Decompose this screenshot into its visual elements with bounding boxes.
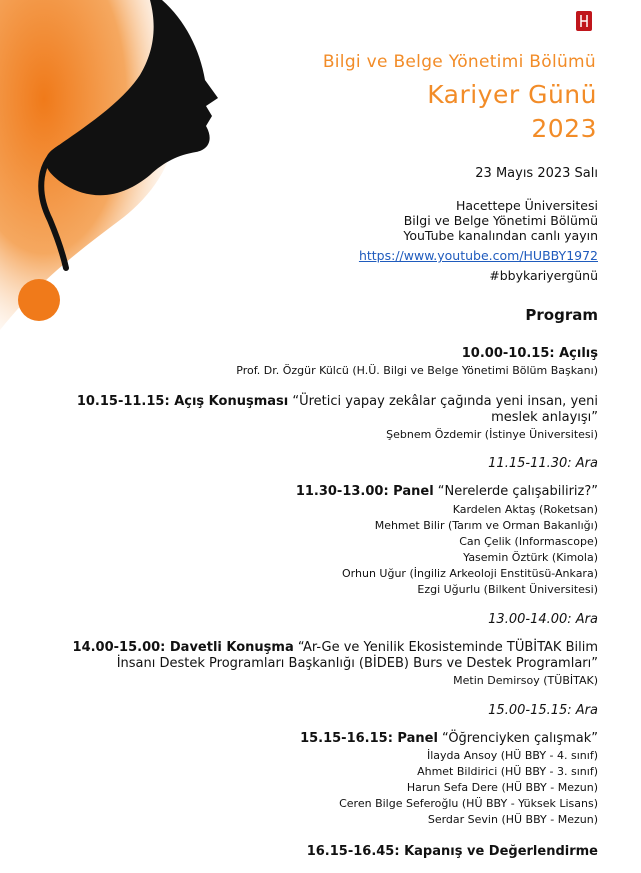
session-invited-title: 14.00-15.00: Davetli Konuşma “Ar-Ge ve Yenilik Ekosisteminde TÜBİTAK Bilim xyxy=(72,640,598,655)
university-name: Hacettepe Üniversitesi xyxy=(455,198,598,213)
session-opening-title: 10.00-10.15: Açılış xyxy=(461,346,598,361)
panel1-speaker: Ezgi Uğurlu (Bilkent Üniversitesi) xyxy=(417,583,598,596)
silhouette-illustration xyxy=(0,0,260,340)
break-2: 13.00-14.00: Ara xyxy=(488,612,598,627)
department-name: Bilgi ve Belge Yönetimi Bölümü xyxy=(403,213,598,228)
session-invited-speaker: Metin Demirsoy (TÜBİTAK) xyxy=(453,674,598,687)
event-year: 2023 xyxy=(531,114,597,143)
session-invited-title-line2: İnsanı Destek Programları Başkanlığı (BİDEB) Burs ve Destek Programları” xyxy=(116,656,598,671)
session-keynote-title: 10.15-11.15: Açış Konuşması “Üretici yapay zekâlar çağında yeni insan, yeni xyxy=(76,394,598,409)
event-date: 23 Mayıs 2023 Salı xyxy=(475,166,598,181)
panel2-speaker: Serdar Sevin (HÜ BBY - Mezun) xyxy=(427,813,598,826)
university-logo xyxy=(576,11,592,31)
panel1-speaker: Yasemin Öztürk (Kimola) xyxy=(463,551,598,564)
panel2-speaker: Harun Sefa Dere (HÜ BBY - Mezun) xyxy=(406,781,598,794)
panel1-speaker: Orhun Uğur (İngiliz Arkeoloji Enstitüsü-Ankara) xyxy=(342,567,598,580)
youtube-link[interactable]: https://www.youtube.com/HUBBY1972 xyxy=(358,248,598,263)
session-keynote-speaker: Şebnem Özdemir (İstinye Üniversitesi) xyxy=(386,428,598,441)
session-closing-title: 16.15-16.45: Kapanış ve Değerlendirme xyxy=(306,844,598,859)
hashtag: #bbykariyergünü xyxy=(489,268,598,283)
panel2-speaker: İlayda Ansoy (HÜ BBY - 4. sınıf) xyxy=(427,749,598,762)
department-heading: Bilgi ve Belge Yönetimi Bölümü xyxy=(322,52,596,72)
session-panel2-title: 15.15-16.15: Panel “Öğrenciyken çalışmak” xyxy=(300,731,598,746)
break-3: 15.00-15.15: Ara xyxy=(488,703,598,718)
program-heading: Program xyxy=(525,306,598,324)
stream-info: YouTube kanalından canlı yayın xyxy=(403,228,598,243)
panel1-speaker: Kardelen Aktaş (Roketsan) xyxy=(452,503,598,516)
panel2-speaker: Ceren Bilge Seferoğlu (HÜ BBY - Yüksek Lisans) xyxy=(339,797,598,810)
break-1: 11.15-11.30: Ara xyxy=(488,456,598,471)
session-panel1-title: 11.30-13.00: Panel “Nerelerde çalışabiliriz?” xyxy=(295,484,598,499)
panel1-speaker: Can Çelik (Informascope) xyxy=(459,535,598,548)
panel2-speaker: Ahmet Bildirici (HÜ BBY - 3. sınıf) xyxy=(417,765,598,778)
event-title: Kariyer Günü xyxy=(427,80,597,109)
session-keynote-title-line2: meslek anlayışı” xyxy=(491,410,598,425)
session-opening-speaker: Prof. Dr. Özgür Külcü (H.Ü. Bilgi ve Belge Yönetimi Bölüm Başkanı) xyxy=(236,364,598,377)
panel1-speaker: Mehmet Bilir (Tarım ve Orman Bakanlığı) xyxy=(374,519,598,532)
